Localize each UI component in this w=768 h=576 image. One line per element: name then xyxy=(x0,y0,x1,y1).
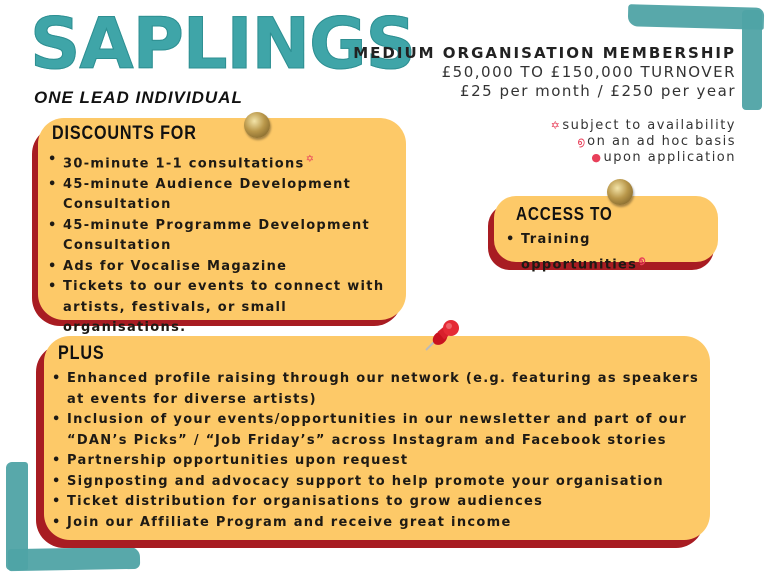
legend-label: upon application xyxy=(603,150,736,165)
legend xyxy=(551,118,736,166)
membership-price: £25 per month / £250 per year xyxy=(460,82,736,100)
brush-stroke-top-right-vertical xyxy=(742,10,762,110)
list-item: • Enhanced profile raising through our network (e.g. featuring as speakers at events for diverse artists) xyxy=(52,369,702,410)
list-item: • 45-minute Audience Development Consultation xyxy=(48,175,400,216)
list-item: • 45-minute Programme Development Consultation xyxy=(48,216,400,257)
list-item: • Ads for Vocalise Magazine xyxy=(48,257,400,278)
ring-icon: ● xyxy=(591,151,603,164)
list-item: • 30-minute 1-1 consultations✡ xyxy=(48,150,400,175)
list-item: • Inclusion of your events/opportunities in our newsletter and part of our “DAN’s Picks” / “Job Friday’s” across Instagram and Facebook stories xyxy=(52,410,702,451)
legend-label: on an ad hoc basis xyxy=(587,134,736,149)
membership-subtitle: ONE LEAD INDIVIDUAL xyxy=(34,88,243,107)
turnover-range: £50,000 TO £150,000 TURNOVER xyxy=(441,63,736,81)
legend-item xyxy=(551,118,736,134)
gold-pin-icon xyxy=(244,112,270,138)
discounts-card xyxy=(38,118,406,336)
membership-header xyxy=(353,44,736,101)
brush-stroke-bottom-left-horizontal xyxy=(8,547,140,571)
list-item: • Training opportunities$^൭$ xyxy=(506,230,716,275)
access-card xyxy=(494,196,718,272)
access-list xyxy=(506,230,716,275)
legend-label: subject to availability xyxy=(562,118,736,133)
logo-text: SAPLINGS xyxy=(30,3,415,85)
legend-item xyxy=(551,150,736,166)
spiral-icon: ൭ xyxy=(638,254,647,266)
red-pushpin-icon xyxy=(420,318,462,354)
plus-list xyxy=(52,369,702,533)
list-item: • Partnership opportunities upon request xyxy=(52,451,702,472)
spiral-icon: ൭ xyxy=(577,135,587,148)
list-item: • Ticket distribution for organisations to grow audiences xyxy=(52,492,702,513)
plus-title: PLUS xyxy=(58,343,105,364)
membership-title: MEDIUM ORGANISATION MEMBERSHIP xyxy=(353,44,736,62)
access-title: ACCESS TO xyxy=(516,204,613,224)
list-item: • Tickets to our events to connect with artists, festivals, or small organisations. xyxy=(48,277,400,339)
plus-card xyxy=(44,336,710,540)
list-item: • Signposting and advocacy support to help promote your organisation xyxy=(52,472,702,493)
star-icon: ✡ xyxy=(550,119,562,132)
list-item: • Join our Affiliate Program and receive great income xyxy=(52,513,702,534)
discounts-title: DISCOUNTS FOR xyxy=(52,123,197,144)
discounts-list xyxy=(48,150,400,339)
legend-item xyxy=(551,134,736,150)
gold-pin-icon xyxy=(607,179,633,205)
star-icon: ✡ xyxy=(305,154,316,165)
